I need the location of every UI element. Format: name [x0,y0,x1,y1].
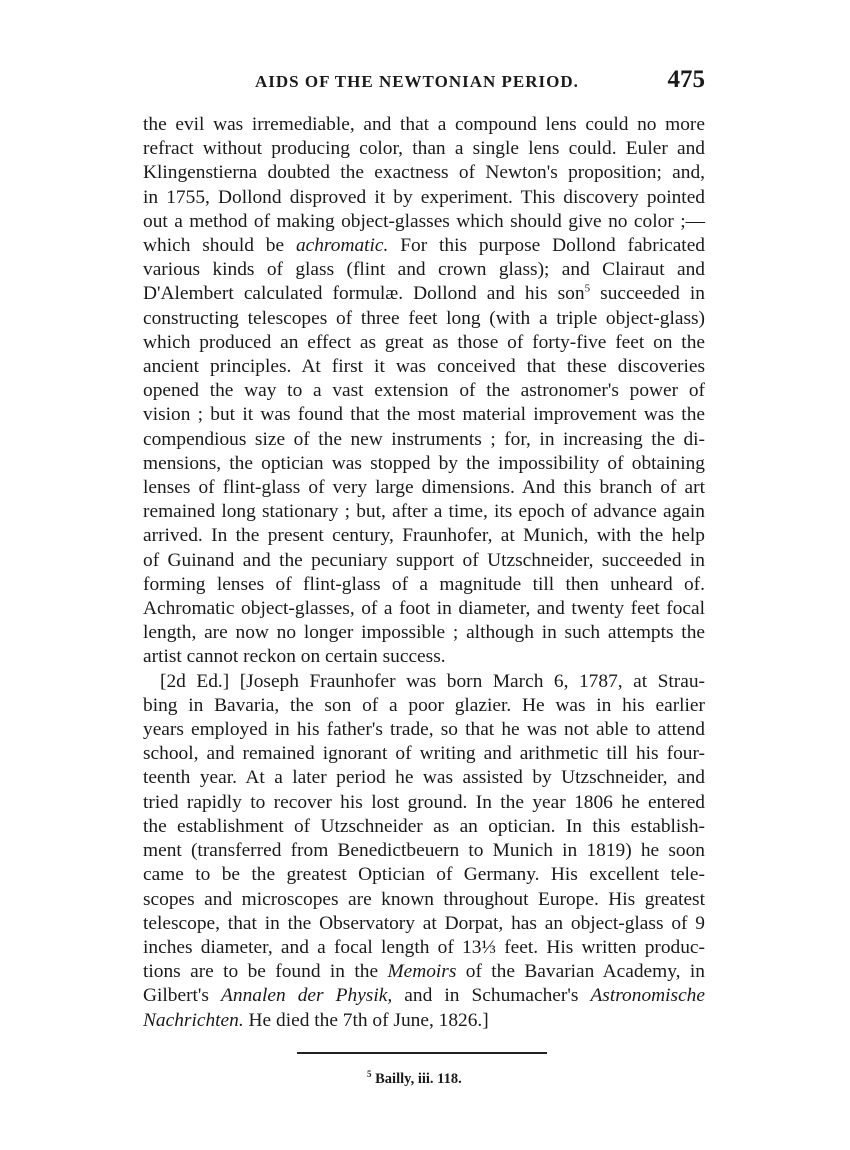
text-line: mensions, the optician was stopped by the impossibility of obtaining [143,452,705,474]
text-line [143,234,705,258]
text-line [143,282,705,306]
text-segment: He died the 7th of June, 1826.] [243,1009,489,1031]
text-segment: Gilbert's [143,985,222,1007]
text-line: of Guinand and the pecuniary support of Utzschneider, succeeded in [143,549,705,571]
text-line: came to be the greatest Optician of Germany. His excellent tele- [143,864,705,886]
footnote-reference[interactable]: 5 [584,282,591,295]
italic-title: Nachrichten. [143,1009,244,1031]
text-line: Achromatic object-glasses, of a foot in diameter, and twenty feet focal [143,598,705,620]
text-line: years employed in his father's trade, so that he was not able to attend [143,719,705,741]
text-line: arrived. In the present century, Fraunhofer, at Munich, with the help [143,525,705,547]
text-line: length, are now no longer impossible ; although in such attempts the [143,622,705,644]
text-segment: and in Schumacher's [392,985,591,1007]
italic-title: Astronomische [590,985,705,1007]
text-segment: D'Alembert calculated formulæ. Dollond and his son [143,283,585,305]
text-line: remained long stationary ; but, after a time, its epoch of advance again [143,501,705,523]
text-line: ment (transferred from Benedictbeuern to Munich in 1819) he soon [143,840,705,862]
text-segment: tions are to be found in the [143,961,388,983]
footnote-text: Bailly, iii. 118. [375,1071,462,1087]
text-line: out a method of making object-glasses which should give no color ;— [143,210,705,232]
text-line [143,1009,705,1033]
page-number: 475 [667,66,705,93]
text-line: various kinds of glass (flint and crown glass); and Clairaut and [143,259,705,281]
italic-title: Memoirs [387,961,457,983]
footnote-divider [297,1052,547,1054]
text-line: school, and remained ignorant of writing and arithmetic till his four- [143,743,705,765]
text-line: forming lenses of flint-glass of a magnitude till then unheard of. [143,573,705,595]
text-segment: of the Bavarian Academy, in [456,961,705,983]
paragraph-1 [143,113,705,670]
text-line: lenses of flint-glass of very large dimensions. And this branch of art [143,477,705,499]
running-title: AIDS OF THE NEWTONIAN PERIOD. [255,72,579,91]
text-line: the evil was irremediable, and that a compound lens could no more [143,114,705,135]
text-line: constructing telescopes of three feet long (with a triple object-glass) [143,307,705,329]
text-line: teenth year. At a later period he was assisted by Utzschneider, and [143,767,705,789]
text-line: telescope, that in the Observatory at Dorpat, has an object-glass of 9 [143,912,705,934]
text-line: Klingenstierna doubted the exactness of Newton's proposition; and, [143,162,705,184]
text-segment: which should be [143,235,296,257]
text-line: scopes and microscopes are known throughout Europe. His greatest [143,888,705,910]
text-line: vision ; but it was found that the most material improvement was the [143,404,705,426]
text-line: artist cannot reckon on certain success. [143,646,446,668]
text-line: in 1755, Dollond disproved it by experiment. This discovery pointed [143,186,705,208]
page-header [143,66,705,104]
body-text [143,113,705,1033]
footnote-marker: 5 [367,1069,372,1080]
text-line: opened the way to a vast extension of the astronomer's power of [143,380,705,402]
text-line: refract without producing color, than a single lens could. Euler and [143,138,705,160]
text-line: compendious size of the new instruments ; for, in increasing the di- [143,428,705,450]
text-line: which produced an effect as great as those of forty-five feet on the [143,331,705,353]
text-segment: For this purpose Dollond fabricated [388,235,705,257]
text-line [143,984,705,1008]
text-line: tried rapidly to recover his lost ground. In the year 1806 he entered [143,791,705,813]
italic-term: achromatic. [295,235,389,257]
text-line: [2d Ed.] [Joseph Fraunhofer was born March 6, 1787, at Strau- [160,670,705,692]
text-line: inches diameter, and a focal length of 13⅓ feet. His written produc- [143,936,705,958]
footnote [367,1071,462,1088]
text-line: ancient principles. At first it was conceived that these discoveries [143,356,705,378]
text-segment: succeeded in [590,283,705,305]
text-line [143,960,705,984]
italic-title: Annalen der Physik, [221,985,393,1007]
text-line: the establishment of Utzschneider as an optician. In this establish- [143,815,705,837]
text-line: bing in Bavaria, the son of a poor glazier. He was in his earlier [143,694,705,716]
paragraph-2 [143,670,705,1033]
